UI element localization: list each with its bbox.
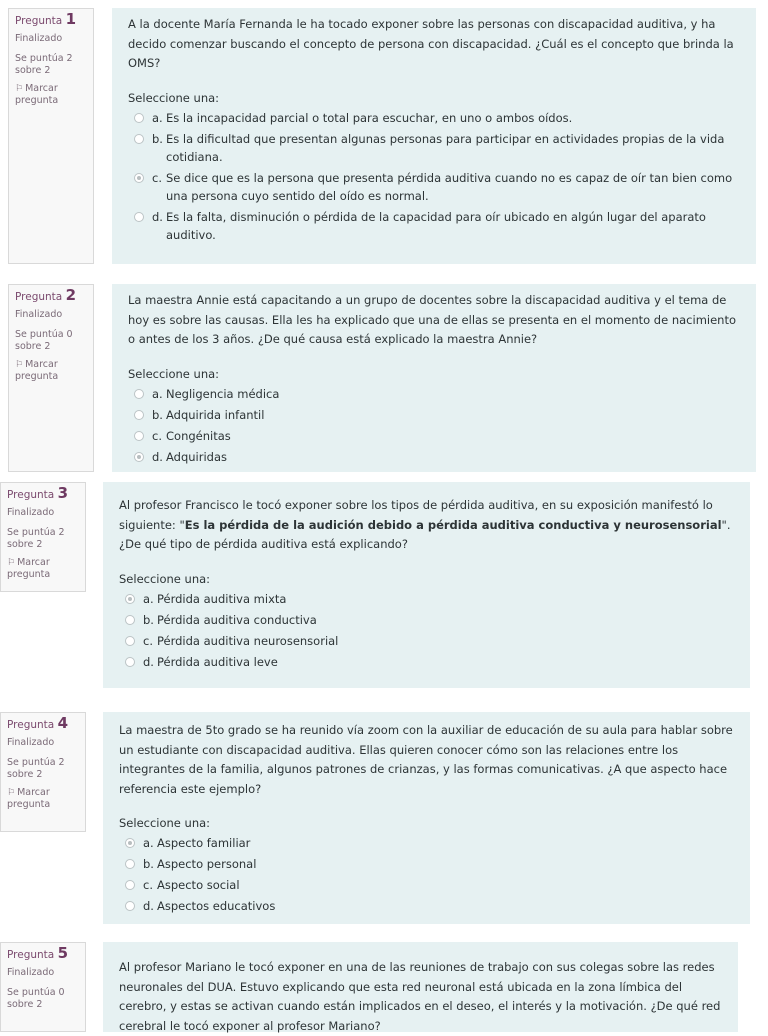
radio-button[interactable]	[125, 859, 135, 869]
question-info	[8, 8, 94, 264]
question-text: Al profesor Francisco le tocó exponer sobre los tipos de pérdida auditiva, en su exposición manifestó lo siguiente: "Es la pérdida de la audición debido a pérdida auditiva conductiva y neurosensorial". ¿De qué tipo de pérdida auditiva está explicando?	[119, 498, 731, 551]
flag-question-link[interactable]: ⚐ Marcar pregunta	[7, 557, 51, 580]
question-content	[112, 8, 756, 264]
question-content	[103, 942, 738, 1032]
question-info	[0, 482, 86, 592]
question-4	[0, 712, 750, 924]
answer-list	[128, 109, 742, 244]
radio-button[interactable]	[125, 636, 135, 646]
question-3	[0, 482, 750, 688]
answer-list	[119, 590, 736, 671]
answer-option-b[interactable]: b. Adquirida infantil	[128, 406, 742, 424]
flag-icon: ⚐	[7, 788, 16, 798]
question-number: Pregunta 4	[7, 714, 69, 732]
flag-question-link[interactable]: ⚐ Marcar pregunta	[15, 359, 59, 382]
radio-button[interactable]	[134, 113, 144, 123]
flag-question-link[interactable]: ⚐ Marcar pregunta	[7, 787, 51, 810]
question-content	[103, 482, 750, 688]
question-state: Finalizado	[15, 309, 63, 320]
flag-icon: ⚐	[15, 84, 24, 94]
question-1	[8, 8, 756, 264]
question-number: Pregunta 3	[7, 484, 69, 502]
radio-button-selected[interactable]	[125, 594, 135, 604]
answer-option-a[interactable]: a. Negligencia médica	[128, 385, 742, 403]
answer-list	[119, 834, 736, 915]
radio-button[interactable]	[134, 431, 144, 441]
answer-prompt: Seleccione una:	[119, 571, 211, 586]
radio-button-selected[interactable]	[134, 452, 144, 462]
question-2	[8, 284, 756, 472]
flag-icon: ⚐	[7, 558, 16, 568]
question-number: Pregunta 2	[15, 286, 77, 304]
question-info	[0, 942, 86, 1032]
question-text: A la docente María Fernanda le ha tocado exponer sobre las personas con discapacidad auditiva, y ha decido comenzar buscando el concepto de persona con discapacidad. ¿Cuál es el concepto que brinda la OMS?	[128, 17, 734, 70]
answer-option-b[interactable]: b. Aspecto personal	[119, 855, 736, 873]
question-grade: Se puntúa 2 sobre 2	[7, 757, 65, 780]
answer-prompt: Seleccione una:	[128, 366, 220, 381]
question-number: Pregunta 1	[15, 10, 77, 28]
answer-option-d[interactable]: d. Adquiridas	[128, 448, 742, 466]
answer-option-b[interactable]: b. Pérdida auditiva conductiva	[119, 611, 736, 629]
answer-option-b[interactable]: b. Es la dificultad que presentan algunas personas para participar en actividades propias de la vida cotidiana.	[128, 130, 742, 166]
question-text: Al profesor Mariano le tocó exponer en una de las reuniones de trabajo con sus colegas sobre las redes neuronales del DUA. Estuvo explicando que esta red neuronal está ubicada en la zona límbica del cerebro, y estas se activan cuando están implicados en el deseo, el interés y la motivación. ¿De qué red cerebral le tocó exponer al profesor Mariano?	[119, 960, 721, 1033]
question-grade: Se puntúa 2 sobre 2	[7, 527, 65, 550]
radio-button[interactable]	[125, 657, 135, 667]
question-content	[103, 712, 750, 924]
question-content	[112, 284, 756, 472]
radio-button[interactable]	[125, 615, 135, 625]
answer-prompt: Seleccione una:	[119, 816, 211, 830]
question-state: Finalizado	[7, 967, 55, 978]
question-state: Finalizado	[7, 507, 55, 518]
question-grade: Se puntúa 0 sobre 2	[15, 329, 73, 352]
answer-option-a[interactable]: a. Es la incapacidad parcial o total para escuchar, en uno o ambos oídos.	[128, 109, 742, 127]
answer-prompt: Seleccione una:	[128, 90, 220, 105]
radio-button-selected[interactable]	[125, 838, 135, 848]
radio-button[interactable]	[125, 901, 135, 911]
radio-button[interactable]	[134, 389, 144, 399]
question-info	[8, 284, 94, 472]
answer-option-d[interactable]: d. Aspectos educativos	[119, 897, 736, 915]
answer-option-c[interactable]: c. Se dice que es la persona que presenta pérdida auditiva cuando no es capaz de oír tan bien como una persona cuyo sentido del oído es normal.	[128, 169, 742, 205]
question-state: Finalizado	[15, 33, 63, 44]
question-grade: Se puntúa 2 sobre 2	[15, 53, 73, 76]
question-state: Finalizado	[7, 737, 55, 748]
question-grade: Se puntúa 0 sobre 2	[7, 987, 65, 1010]
answer-option-d[interactable]: d. Pérdida auditiva leve	[119, 653, 736, 671]
flag-icon: ⚐	[15, 360, 24, 370]
flag-question-link[interactable]: ⚐ Marcar pregunta	[15, 83, 59, 106]
answer-option-a[interactable]: a. Pérdida auditiva mixta	[119, 590, 736, 608]
question-text: La maestra de 5to grado se ha reunido vía zoom con la auxiliar de educación de su aula para hablar sobre un estudiante con discapacidad auditiva. Ellas quieren conocer cómo son las relaciones entre los integrantes de la familia, algunos patrones de crianzas, y las formas comunicativas. ¿A que aspecto hace referencia este ejemplo?	[119, 723, 733, 796]
radio-button[interactable]	[134, 134, 144, 144]
radio-button[interactable]	[134, 212, 144, 222]
question-5	[0, 942, 738, 1033]
answer-option-c[interactable]: c. Aspecto social	[119, 876, 736, 894]
question-info	[0, 712, 86, 832]
answer-option-d[interactable]: d. Es la falta, disminución o pérdida de la capacidad para oír ubicado en algún lugar del aparato auditivo.	[128, 208, 742, 244]
question-number: Pregunta 5	[7, 944, 69, 962]
radio-button[interactable]	[125, 880, 135, 890]
answer-option-c[interactable]: c. Congénitas	[128, 427, 742, 445]
answer-option-c[interactable]: c. Pérdida auditiva neurosensorial	[119, 632, 736, 650]
answer-option-a[interactable]: a. Aspecto familiar	[119, 834, 736, 852]
radio-button-selected[interactable]	[134, 173, 144, 183]
question-text: La maestra Annie está capacitando a un grupo de docentes sobre la discapacidad auditiva y el tema de hoy es sobre las causas. Ella les ha explicado que una de ellas se presenta en el momento de nacimiento o antes de los 3 años. ¿De qué causa está explicado la maestra Annie?	[128, 293, 736, 346]
radio-button[interactable]	[134, 410, 144, 420]
answer-list	[128, 385, 742, 466]
